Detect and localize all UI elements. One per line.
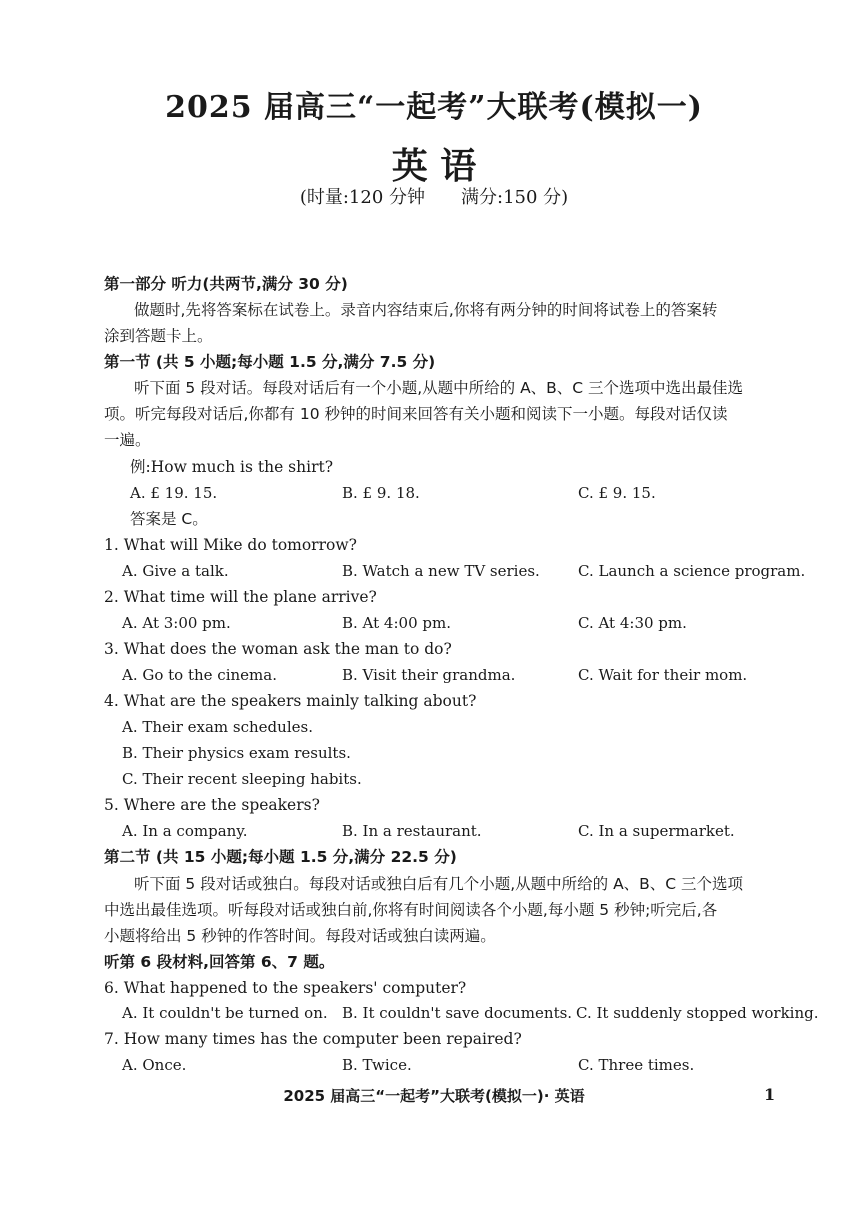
section2-instruction-line1: 听下面 5 段对话或独白。每段对话或独白后有几个小题,从题中所给的 A、B、C 三个选项: [134, 875, 744, 893]
section1-instruction-line3: 一遍。: [104, 431, 151, 449]
q4-option-b: B. Their physics exam results.: [122, 744, 351, 762]
section1-heading: 第一节 (共 5 小题;每小题 1.5 分,满分 7.5 分): [104, 353, 436, 371]
time-limit: (时量:120 分钟: [299, 187, 425, 208]
q1-option-a: A. Give a talk.: [122, 562, 229, 580]
q1-option-b: B. Watch a new TV series.: [342, 562, 540, 580]
q3-option-a: A. Go to the cinema.: [122, 666, 277, 684]
q5-option-c: C. In a supermarket.: [578, 822, 735, 840]
q2-option-a: A. At 3:00 pm.: [122, 614, 231, 632]
q5-option-a: A. In a company.: [122, 822, 248, 840]
page-number: 1: [764, 1085, 776, 1104]
part1-heading: 第一部分 听力(共两节,满分 30 分): [104, 275, 348, 293]
example-question: 例:How much is the shirt?: [130, 458, 334, 476]
question-1: 1. What will Mike do tomorrow?: [104, 536, 357, 554]
question-7: 7. How many times has the computer been repaired?: [104, 1030, 522, 1048]
exam-title: 2025 届高三“一起考”大联考(模拟一): [165, 90, 703, 125]
q7-option-c: C. Three times.: [578, 1056, 695, 1074]
section2-instruction-line3: 小题将给出 5 秒钟的作答时间。每段对话或独白读两遍。: [104, 927, 496, 945]
question-3: 3. What does the woman ask the man to do?: [104, 640, 452, 658]
example-option-a: A. £ 19. 15.: [130, 484, 218, 502]
section2-heading: 第二节 (共 15 小题;每小题 1.5 分,满分 22.5 分): [104, 848, 457, 866]
q7-option-a: A. Once.: [122, 1056, 187, 1074]
q6-option-b: B. It couldn't save documents.: [342, 1004, 573, 1022]
subject-title: 英 语: [391, 145, 477, 187]
material-6-heading: 听第 6 段材料,回答第 6、7 题。: [104, 953, 335, 971]
example-option-b: B. £ 9. 18.: [342, 484, 420, 502]
q2-option-c: C. At 4:30 pm.: [578, 614, 687, 632]
q3-option-c: C. Wait for their mom.: [578, 666, 748, 684]
example-answer: 答案是 C。: [130, 510, 208, 528]
q4-option-c: C. Their recent sleeping habits.: [122, 770, 362, 788]
q5-option-b: B. In a restaurant.: [342, 822, 482, 840]
full-score: 满分:150 分): [461, 187, 569, 208]
q6-option-c: C. It suddenly stopped working.: [576, 1004, 819, 1022]
section1-instruction-line2: 项。听完每段对话后,你都有 10 秒钟的时间来回答有关小题和阅读下一小题。每段对话仅读: [104, 405, 728, 423]
part1-instruction-line1: 做题时,先将答案标在试卷上。录音内容结束后,你将有两分钟的时间将试卷上的答案转: [134, 301, 718, 319]
part1-instruction-line2: 涂到答题卡上。: [104, 327, 213, 345]
section1-instruction-line1: 听下面 5 段对话。每段对话后有一个小题,从题中所给的 A、B、C 三个选项中选出最佳选: [134, 379, 744, 397]
section2-instruction-line2: 中选出最佳选项。听每段对话或独白前,你将有时间阅读各个小题,每小题 5 秒钟;听完后,各: [104, 901, 718, 919]
question-6: 6. What happened to the speakers' computer?: [104, 979, 467, 997]
q2-option-b: B. At 4:00 pm.: [342, 614, 451, 632]
q4-option-a: A. Their exam schedules.: [122, 718, 313, 736]
question-5: 5. Where are the speakers?: [104, 796, 320, 814]
example-option-c: C. £ 9. 15.: [578, 484, 656, 502]
q1-option-c: C. Launch a science program.: [578, 562, 806, 580]
question-2: 2. What time will the plane arrive?: [104, 588, 377, 606]
q6-option-a: A. It couldn't be turned on.: [122, 1004, 328, 1022]
question-4: 4. What are the speakers mainly talking about?: [104, 692, 477, 710]
time-score-info: [0, 183, 868, 209]
page-footer: 2025 届高三“一起考”大联考(模拟一)· 英语: [283, 1087, 585, 1105]
q7-option-b: B. Twice.: [342, 1056, 412, 1074]
q3-option-b: B. Visit their grandma.: [342, 666, 516, 684]
